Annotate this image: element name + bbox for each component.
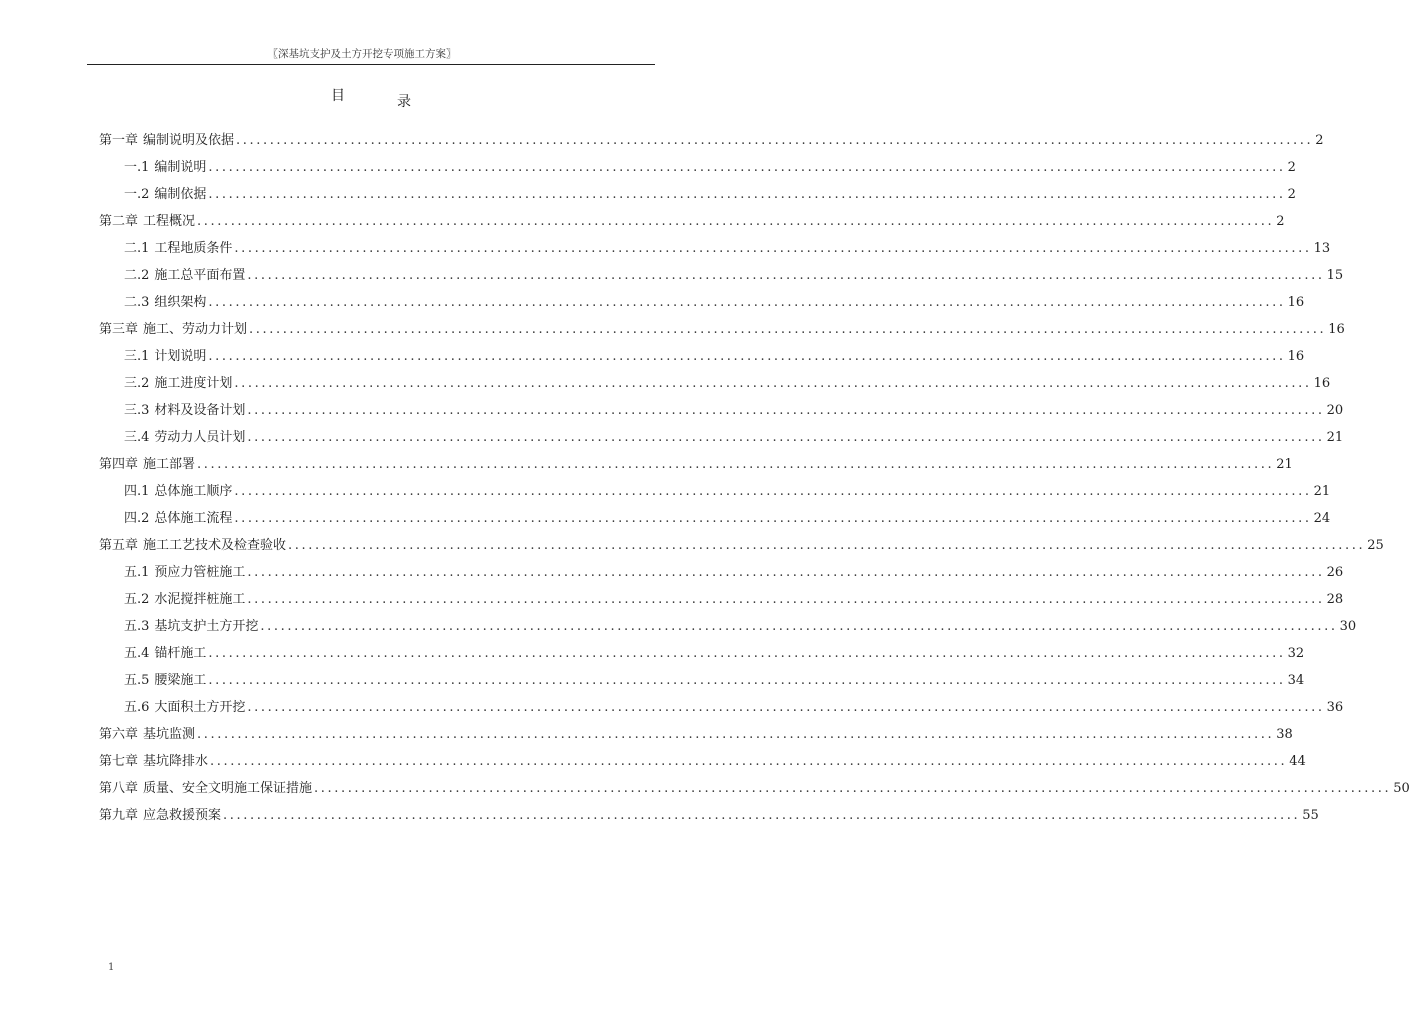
toc-entry-number: 三.2	[124, 376, 150, 391]
toc-entry-page: 21	[1276, 457, 1293, 472]
toc-section-1-2[interactable]	[124, 182, 1296, 208]
toc-entry-page: 21	[1326, 430, 1344, 445]
toc-entry-page: 16	[1313, 376, 1331, 391]
toc-section-2-2[interactable]	[124, 263, 1344, 289]
toc-entry-title: 编制依据	[154, 187, 207, 202]
toc-chapter-7[interactable]	[99, 749, 1306, 775]
toc-dot-leader: ................................................................................................................................................................	[314, 781, 1392, 796]
toc-entry-title: 编制说明及依据	[143, 133, 235, 148]
toc-section-4-2[interactable]	[124, 506, 1331, 532]
toc-entry-title: 总体施工顺序	[154, 484, 233, 499]
toc-entry-page: 26	[1326, 565, 1344, 580]
toc-entry-page: 13	[1313, 241, 1331, 256]
toc-section-5-2[interactable]	[124, 587, 1344, 613]
toc-entry-number: 三.4	[124, 430, 150, 445]
toc-dot-leader: ................................................................................................................................................................	[247, 268, 1325, 283]
header-divider	[87, 64, 655, 65]
toc-entry-title: 锚杆施工	[154, 646, 207, 661]
toc-dot-leader: ................................................................................................................................................................	[223, 808, 1301, 823]
toc-chapter-8[interactable]	[99, 776, 1410, 802]
toc-entry-page: 55	[1302, 808, 1319, 823]
toc-entry-number: 第九章	[99, 808, 139, 823]
toc-entry-title: 应急救援预案	[143, 808, 222, 823]
toc-entry-number: 第七章	[99, 754, 139, 769]
toc-dot-leader: ................................................................................................................................................................	[197, 727, 1275, 742]
toc-entry-page: 36	[1326, 700, 1344, 715]
toc-entry-title: 预应力管桩施工	[154, 565, 246, 580]
toc-dot-leader: ................................................................................................................................................................	[210, 754, 1288, 769]
toc-entry-number: 五.1	[124, 565, 150, 580]
toc-dot-leader: ................................................................................................................................................................	[197, 457, 1275, 472]
toc-entry-number: 五.4	[124, 646, 150, 661]
toc-entry-number: 第八章	[99, 781, 139, 796]
toc-entry-number: 二.3	[124, 295, 150, 310]
toc-chapter-5[interactable]	[99, 533, 1384, 559]
toc-dot-leader: ................................................................................................................................................................	[249, 322, 1327, 337]
toc-entry-title: 工程地质条件	[154, 241, 233, 256]
toc-dot-leader: ................................................................................................................................................................	[234, 376, 1312, 391]
toc-dot-leader: ................................................................................................................................................................	[234, 484, 1312, 499]
toc-entry-title: 施工、劳动力计划	[143, 322, 248, 337]
toc-entry-title: 总体施工流程	[154, 511, 233, 526]
toc-entry-page: 15	[1326, 268, 1344, 283]
toc-dot-leader: ................................................................................................................................................................	[197, 214, 1275, 229]
toc-entry-title: 材料及设备计划	[154, 403, 246, 418]
toc-dot-leader: ................................................................................................................................................................	[247, 565, 1325, 580]
toc-entry-number: 第二章	[99, 214, 139, 229]
toc-entry-number: 五.2	[124, 592, 150, 607]
toc-section-5-4[interactable]	[124, 641, 1305, 667]
toc-entry-number: 三.1	[124, 349, 150, 364]
toc-entry-number: 二.1	[124, 241, 150, 256]
toc-section-5-6[interactable]	[124, 695, 1344, 721]
toc-section-1-1[interactable]	[124, 155, 1296, 181]
toc-entry-title: 基坑降排水	[143, 754, 209, 769]
toc-section-3-2[interactable]	[124, 371, 1331, 397]
toc-dot-leader: ................................................................................................................................................................	[234, 241, 1312, 256]
toc-entry-number: 五.5	[124, 673, 150, 688]
toc-dot-leader: ................................................................................................................................................................	[234, 511, 1312, 526]
toc-section-4-1[interactable]	[124, 479, 1331, 505]
toc-entry-number: 四.2	[124, 511, 150, 526]
toc-chapter-1[interactable]	[99, 128, 1324, 154]
toc-section-5-3[interactable]	[124, 614, 1357, 640]
toc-entry-title: 施工总平面布置	[154, 268, 246, 283]
toc-section-5-1[interactable]	[124, 560, 1344, 586]
toc-entry-title: 质量、安全文明施工保证措施	[143, 781, 313, 796]
toc-entry-title: 编制说明	[154, 160, 207, 175]
toc-entry-page: 32	[1287, 646, 1305, 661]
toc-dot-leader: ................................................................................................................................................................	[247, 592, 1325, 607]
toc-entry-page: 25	[1367, 538, 1384, 553]
toc-chapter-2[interactable]	[99, 209, 1285, 235]
toc-chapter-3[interactable]	[99, 317, 1345, 343]
toc-entry-title: 大面积土方开挖	[154, 700, 246, 715]
toc-dot-leader: ................................................................................................................................................................	[208, 295, 1286, 310]
toc-section-3-1[interactable]	[124, 344, 1305, 370]
toc-chapter-4[interactable]	[99, 452, 1293, 478]
toc-dot-leader: ................................................................................................................................................................	[260, 619, 1338, 634]
toc-section-2-3[interactable]	[124, 290, 1305, 316]
toc-entry-page: 16	[1287, 295, 1305, 310]
toc-entry-number: 二.2	[124, 268, 150, 283]
toc-entry-page: 16	[1328, 322, 1345, 337]
toc-entry-title: 施工工艺技术及检查验收	[143, 538, 287, 553]
toc-entry-page: 2	[1287, 160, 1296, 175]
toc-entry-page: 50	[1393, 781, 1410, 796]
toc-entry-title: 基坑监测	[143, 727, 196, 742]
toc-chapter-9[interactable]	[99, 803, 1319, 829]
toc-entry-title: 劳动力人员计划	[154, 430, 246, 445]
toc-entry-number: 第一章	[99, 133, 139, 148]
toc-entry-page: 44	[1289, 754, 1306, 769]
toc-dot-leader: ................................................................................................................................................................	[247, 700, 1325, 715]
toc-section-3-3[interactable]	[124, 398, 1344, 424]
toc-entry-title: 腰梁施工	[154, 673, 207, 688]
toc-heading-part2: 录	[397, 94, 411, 110]
toc-entry-number: 第五章	[99, 538, 139, 553]
toc-entry-page: 38	[1276, 727, 1293, 742]
toc-entry-number: 五.3	[124, 619, 150, 634]
toc-entry-title: 基坑支护土方开挖	[154, 619, 259, 634]
toc-entry-title: 施工部署	[143, 457, 196, 472]
toc-dot-leader: ................................................................................................................................................................	[288, 538, 1366, 553]
toc-section-3-4[interactable]	[124, 425, 1344, 451]
toc-entry-title: 组织架构	[154, 295, 207, 310]
toc-entry-page: 2	[1315, 133, 1324, 148]
toc-dot-leader: ................................................................................................................................................................	[208, 160, 1286, 175]
toc-entry-page: 16	[1287, 349, 1305, 364]
toc-entry-page: 24	[1313, 511, 1331, 526]
toc-dot-leader: ................................................................................................................................................................	[247, 403, 1325, 418]
toc-entry-page: 21	[1313, 484, 1331, 499]
toc-entry-number: 三.3	[124, 403, 150, 418]
toc-entry-number: 第四章	[99, 457, 139, 472]
toc-entry-number: 第三章	[99, 322, 139, 337]
toc-chapter-6[interactable]	[99, 722, 1293, 748]
toc-entry-page: 2	[1287, 187, 1296, 202]
toc-entry-page: 34	[1287, 673, 1305, 688]
toc-entry-number: 五.6	[124, 700, 150, 715]
toc-dot-leader: ................................................................................................................................................................	[208, 673, 1286, 688]
toc-entry-number: 四.1	[124, 484, 150, 499]
toc-dot-leader: ................................................................................................................................................................	[208, 646, 1286, 661]
toc-entry-number: 第六章	[99, 727, 139, 742]
document-header-title: 〖深基坑支护及土方开挖专项施工方案〗	[267, 48, 457, 60]
toc-dot-leader: ................................................................................................................................................................	[208, 349, 1286, 364]
toc-entry-page: 20	[1326, 403, 1344, 418]
toc-entry-page: 30	[1339, 619, 1357, 634]
toc-section-2-1[interactable]	[124, 236, 1331, 262]
toc-section-5-5[interactable]	[124, 668, 1305, 694]
toc-entry-title: 工程概况	[143, 214, 196, 229]
toc-heading-part1: 目	[331, 88, 345, 104]
toc-entry-number: 一.1	[124, 160, 150, 175]
toc-entry-number: 一.2	[124, 187, 150, 202]
toc-entry-title: 水泥搅拌桩施工	[154, 592, 246, 607]
toc-entry-title: 计划说明	[154, 349, 207, 364]
toc-entry-title: 施工进度计划	[154, 376, 233, 391]
toc-dot-leader: ................................................................................................................................................................	[247, 430, 1325, 445]
toc-entry-page: 28	[1326, 592, 1344, 607]
page-number: 1	[108, 962, 115, 973]
toc-dot-leader: ................................................................................................................................................................	[208, 187, 1286, 202]
toc-dot-leader: ................................................................................................................................................................	[236, 133, 1314, 148]
toc-entry-page: 2	[1276, 214, 1285, 229]
